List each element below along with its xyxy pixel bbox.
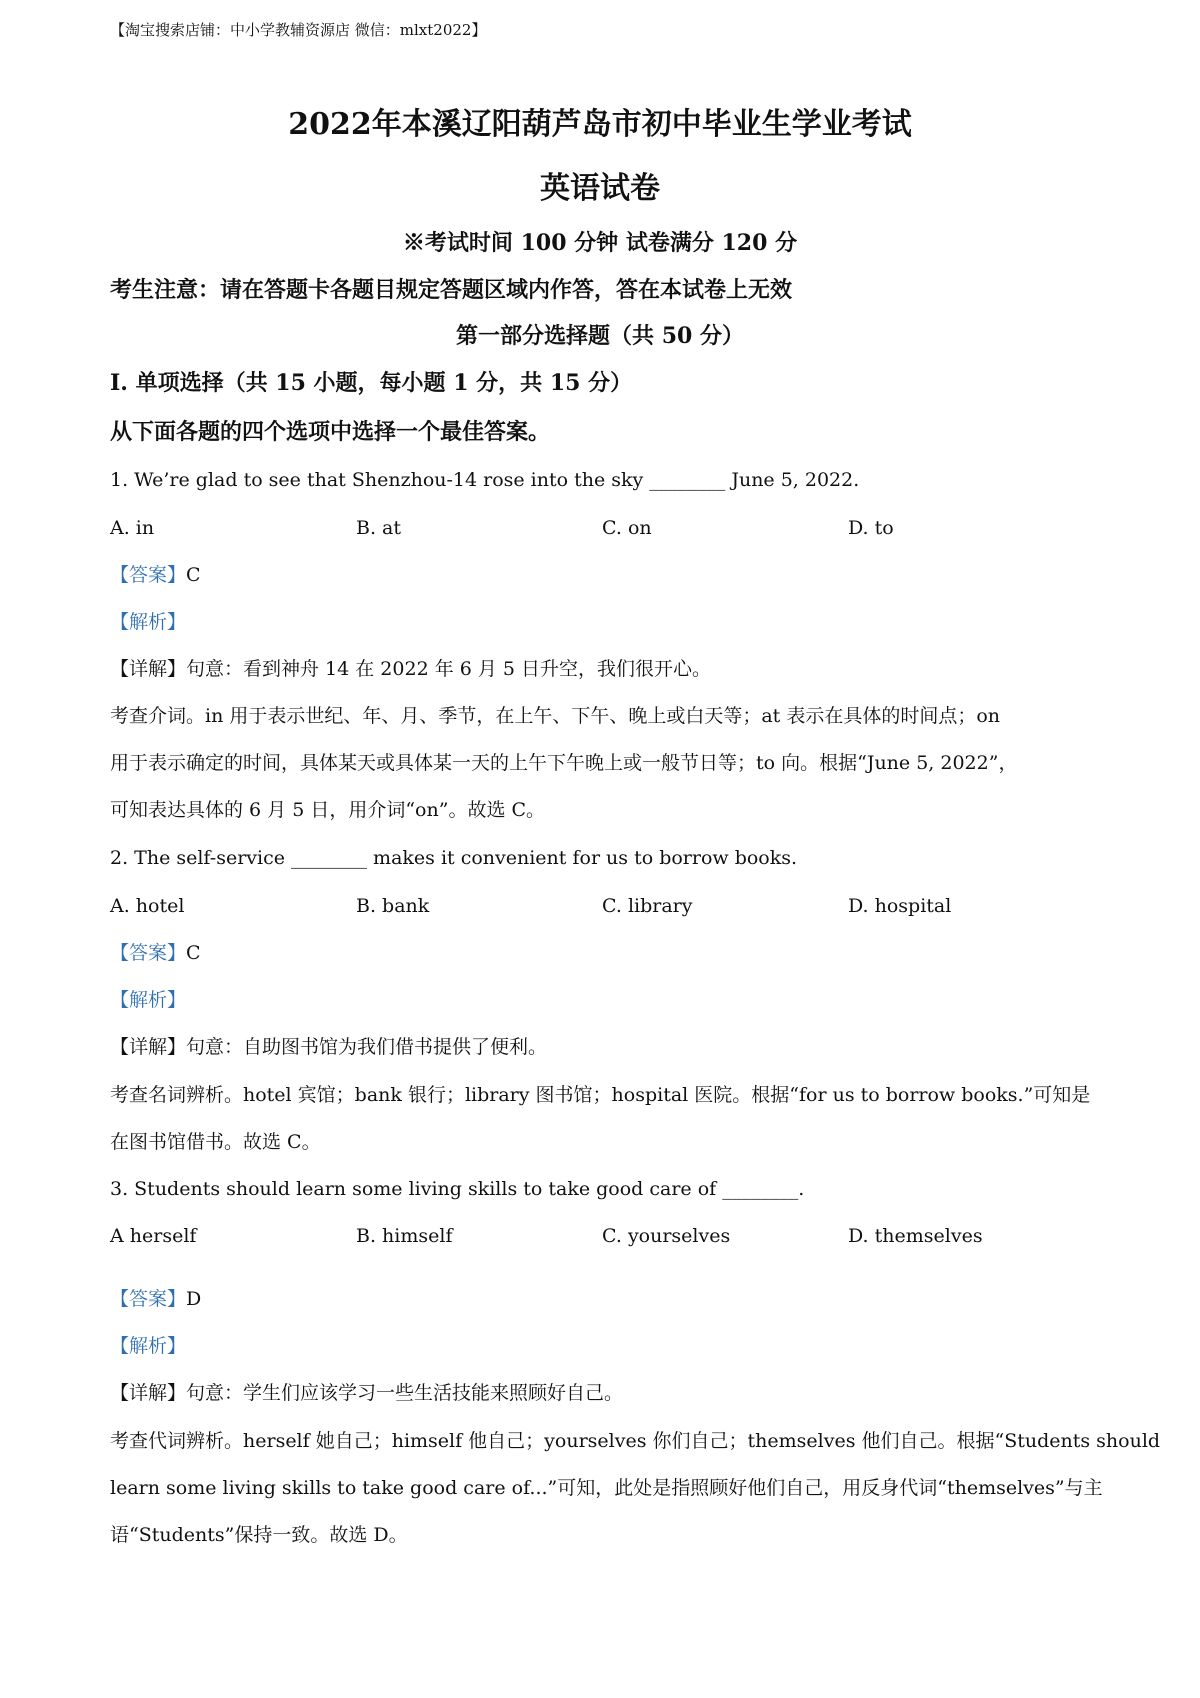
option-c: C. on xyxy=(602,517,652,539)
analysis-label: 【解析】 xyxy=(110,989,187,1011)
explain-line: 考查介词。in 用于表示世纪、年、月、季节，在上午、下午、晚上或白天等；at 表示在具体的时间点；on xyxy=(110,705,1001,727)
option-d: D. themselves xyxy=(848,1225,983,1247)
analysis-label: 【解析】 xyxy=(110,1335,187,1357)
section-title: I. 单项选择（共 15 小题，每小题 1 分，共 15 分） xyxy=(110,370,633,396)
answer-line xyxy=(110,563,201,587)
explain-line: 考查代词辨析。herself 她自己；himself 他自己；yourselves 你们自己；themselves 他们自己。根据“Students should xyxy=(110,1430,1161,1452)
detail-label: 【详解】 xyxy=(110,1382,187,1404)
question-stem: 2. The self-service ________ makes it convenient for us to borrow books. xyxy=(110,847,798,869)
option-d: D. hospital xyxy=(848,895,952,917)
question-stem: 1. We’re glad to see that Shenzhou-14 rose into the sky ________ June 5, 2022. xyxy=(110,469,860,491)
question-stem: 3. Students should learn some living skills to take good care of ________. xyxy=(110,1178,805,1200)
answer-line xyxy=(110,941,201,965)
notice: 考生注意：请在答题卡各题目规定答题区域内作答，答在本试卷上无效 xyxy=(110,277,793,303)
explain-line: 用于表示确定的时间，具体某天或具体某一天的上午下午晚上或一般节日等；to 向。根据“June 5, 2022”， xyxy=(110,752,1018,774)
detail-label: 【详解】 xyxy=(110,1036,187,1058)
instruction: 从下面各题的四个选项中选择一个最佳答案。 xyxy=(110,419,551,445)
explain-line: 在图书馆借书。故选 C。 xyxy=(110,1131,321,1153)
detail-line xyxy=(110,657,711,681)
explain-line: 可知表达具体的 6 月 5 日，用介词“on”。故选 C。 xyxy=(110,799,546,821)
answer-value: C xyxy=(186,942,201,964)
detail-text: 句意：自助图书馆为我们借书提供了便利。 xyxy=(186,1036,548,1058)
detail-label: 【详解】 xyxy=(110,658,187,680)
analysis-label: 【解析】 xyxy=(110,611,187,633)
option-a: A. hotel xyxy=(110,895,185,917)
answer-line xyxy=(110,1287,201,1311)
answer-label: 【答案】 xyxy=(110,942,187,964)
explain-line: 语“Students”保持一致。故选 D。 xyxy=(110,1524,408,1546)
option-b: B. himself xyxy=(356,1225,453,1247)
detail-text: 句意：学生们应该学习一些生活技能来照顾好自己。 xyxy=(186,1382,624,1404)
exam-info: ※考试时间 100 分钟 试卷满分 120 分 xyxy=(402,230,798,256)
option-c: C. library xyxy=(602,895,693,917)
part-title: 第一部分选择题（共 50 分） xyxy=(456,323,744,349)
option-b: B. at xyxy=(356,517,402,539)
exam-title: 2022年本溪辽阳葫芦岛市初中毕业生学业考试 xyxy=(288,107,912,142)
option-a: A. in xyxy=(110,517,155,539)
explain-line: learn some living skills to take good care of...”可知，此处是指照顾好他们自己，用反身代词“themselves”与主 xyxy=(110,1477,1103,1499)
answer-value: D xyxy=(186,1288,202,1310)
option-b: B. bank xyxy=(356,895,430,917)
answer-label: 【答案】 xyxy=(110,1288,187,1310)
option-c: C. yourselves xyxy=(602,1225,731,1247)
detail-line xyxy=(110,1035,547,1059)
answer-value: C xyxy=(186,564,201,586)
detail-line xyxy=(110,1381,623,1405)
exam-subtitle: 英语试卷 xyxy=(540,171,660,206)
option-a: A herself xyxy=(110,1225,197,1247)
option-d: D. to xyxy=(848,517,894,539)
answer-label: 【答案】 xyxy=(110,564,187,586)
detail-text: 句意：看到神舟 14 在 2022 年 6 月 5 日升空，我们很开心。 xyxy=(186,658,712,680)
header-note: 【淘宝搜索店铺：中小学教辅资源店 微信：mlxt2022】 xyxy=(110,21,487,39)
explain-line: 考查名词辨析。hotel 宾馆；bank 银行；library 图书馆；hospital 医院。根据“for us to borrow books.”可知是 xyxy=(110,1084,1091,1106)
